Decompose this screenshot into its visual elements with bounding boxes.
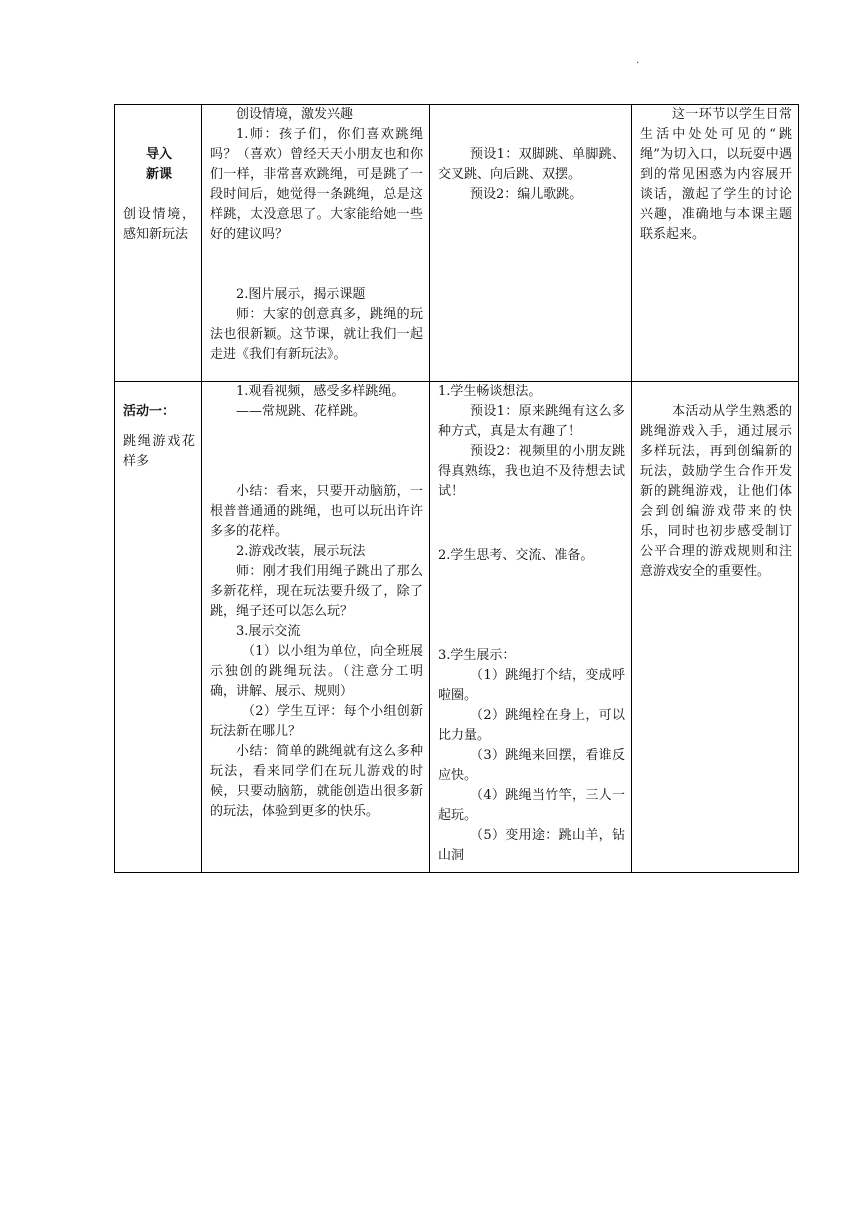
paragraph: 师：刚才我们用绳子跳出了那么多新花样，现在玩法要升级了，除了跳，绳子还可以怎么玩？ — [210, 564, 423, 619]
paragraph: （5）变用途：跳山羊，钻山洞 — [438, 828, 625, 863]
stage-cell-intro — [115, 105, 202, 382]
paragraph: 预设2：编儿歌跳。 — [470, 187, 583, 202]
stage-subtitle: 创设情境，感知新玩法 — [123, 207, 195, 242]
paragraph: （3）跳绳来回摆，看谁反应快。 — [438, 748, 625, 783]
student-activity-cell-activity-one — [430, 382, 632, 873]
paragraph: ——常规跳、花样跳。 — [236, 404, 367, 419]
paragraph: 小结：看来，只要开动脑筋，一根普普通通的跳绳，也可以玩出许许多多的花样。 — [210, 484, 423, 539]
design-intent-cell-activity-one — [632, 382, 799, 873]
paragraph: 2.游戏改装，展示玩法 — [236, 544, 366, 559]
design-intent-cell-intro — [632, 105, 799, 382]
paragraph: 预设2：视频里的小朋友跳得真熟练，我也迫不及待想去试试！ — [438, 444, 625, 499]
paragraph: 预设1：双脚跳、单脚跳、交叉跳、向后跳、双摆。 — [438, 147, 625, 182]
paragraph: 1.学生畅谈想法。 — [438, 384, 542, 399]
stage-title-line1: 导入 — [145, 147, 172, 162]
paragraph: （1）跳绳打个结，变成呼啦圈。 — [438, 668, 625, 703]
paragraph: （1）以小组为单位，向全班展示独创的跳绳玩法。（注意分工明确，讲解、展示、规则） — [210, 644, 423, 699]
teacher-activity-cell-intro — [202, 105, 430, 382]
stage-title-line2: 新课 — [145, 167, 172, 182]
paragraph: 3.展示交流 — [236, 624, 301, 639]
table-row-intro — [115, 105, 799, 382]
paragraph: 2.图片展示，揭示课题 — [236, 287, 366, 302]
teacher-activity-cell-activity-one — [202, 382, 430, 873]
paragraph: 2.学生思考、交流、准备。 — [438, 548, 594, 563]
paragraph: 3.学生展示： — [438, 648, 516, 663]
paragraph: 1.师：孩子们，你们喜欢跳绳吗？（喜欢）曾经天天小朋友也和你们一样，非常喜欢跳绳，可是跳了一段时间后，她觉得一条跳绳，总是这样跳，太没意思了。大家能给她一些好的建议吗？ — [210, 127, 423, 242]
student-activity-cell-intro — [430, 105, 632, 382]
corner-mark: · — [636, 58, 640, 69]
paragraph: （2）跳绳栓在身上，可以比力量。 — [438, 708, 625, 743]
paragraph: 预设1：原来跳绳有这么多种方式，真是太有趣了！ — [438, 404, 625, 439]
paragraph: 这一环节以学生日常生活中处处可见的“跳绳”为切入口，以玩耍中遇到的常见困惑为内容展开谈话，激起了学生的讨论兴趣，准确地与本课主题联系起来。 — [640, 107, 792, 242]
stage-subtitle: 跳绳游戏花样多 — [123, 434, 195, 469]
table-row-activity-one — [115, 382, 799, 873]
paragraph: 师：大家的创意真多，跳绳的玩法也很新颖。这节课，就让我们一起走进《我们有新玩法》。 — [210, 307, 423, 362]
paragraph: 1.观看视频，感受多样跳绳。 — [236, 384, 405, 399]
stage-cell-activity-one — [115, 382, 202, 873]
paragraph: （4）跳绳当竹竿，三人一起玩。 — [438, 788, 625, 823]
paragraph: 本活动从学生熟悉的跳绳游戏入手，通过展示多样玩法，再到创编新的玩法，鼓励学生合作开发新的跳绳游戏，让他们体会到创编游戏带来的快乐，同时也初步感受制订公平合理的游戏规则和注意游戏安全的重要性。 — [640, 404, 792, 579]
stage-title: 活动一： — [123, 404, 176, 419]
lesson-plan-table — [114, 104, 799, 873]
paragraph: 小结：简单的跳绳就有这么多种玩法，看来同学们在玩儿游戏的时候，只要动脑筋，就能创造出很多新的玩法，体验到更多的快乐。 — [210, 744, 423, 819]
paragraph: （2）学生互评：每个小组创新玩法新在哪儿？ — [210, 704, 423, 739]
section-heading: 创设情境，激发兴趣 — [236, 107, 354, 122]
